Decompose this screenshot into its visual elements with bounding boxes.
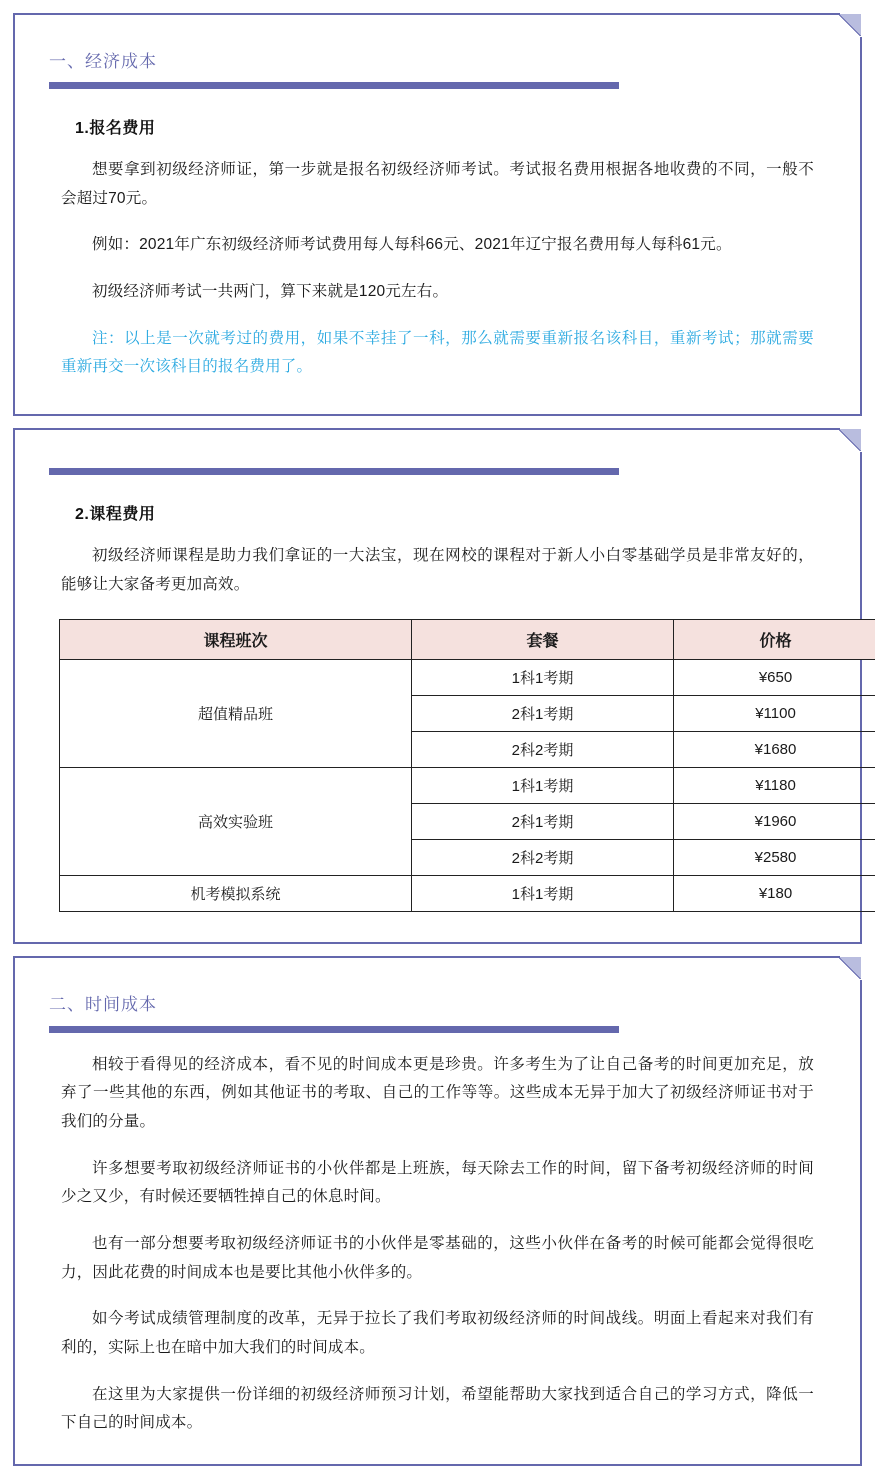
paragraph: 初级经济师课程是助力我们拿证的一大法宝，现在网校的课程对于新人小白零基础学员是非常友好的，能够让大家备考更加高效。 <box>61 542 814 599</box>
cell-price: ¥1100 <box>674 696 875 732</box>
section-rule <box>49 82 619 89</box>
card-course-cost <box>13 428 862 944</box>
table-body <box>60 660 875 912</box>
table-row <box>60 660 875 696</box>
paragraph: 也有一部分想要考取初级经济师证书的小伙伴是零基础的，这些小伙伴在备考的时候可能都会觉得很吃力，因此花费的时间成本也是要比其他小伙伴多的。 <box>61 1230 814 1287</box>
cell-price: ¥1180 <box>674 768 875 804</box>
cell-class-name: 超值精品班 <box>60 660 412 768</box>
paragraph: 如今考试成绩管理制度的改革，无异于拉长了我们考取初级经济师的时间战线。明面上看起来对我们有利的，实际上也在暗中加大我们的时间成本。 <box>61 1305 814 1362</box>
cell-price: ¥1960 <box>674 804 875 840</box>
section-title: 二、时间成本 <box>49 994 838 1016</box>
card-economic-cost <box>13 13 862 416</box>
course-price-table <box>59 619 875 912</box>
cell-package: 2科2考期 <box>412 840 674 876</box>
cell-class-name: 高效实验班 <box>60 768 412 876</box>
cell-package: 2科2考期 <box>412 732 674 768</box>
card-body <box>15 958 860 1463</box>
corner-edge <box>838 428 840 430</box>
paragraph: 例如：2021年广东初级经济师考试费用每人每科66元、2021年辽宁报名费用每人每科61元。 <box>61 231 814 260</box>
sub-heading-course-fee: 2.课程费用 <box>75 501 838 524</box>
cell-package: 2科1考期 <box>412 696 674 732</box>
section-rule <box>49 1026 619 1033</box>
column-header-package: 套餐 <box>412 620 674 660</box>
table-head <box>60 620 875 660</box>
cell-class-name: 机考模拟系统 <box>60 876 412 912</box>
column-header-class: 课程班次 <box>60 620 412 660</box>
card-body <box>15 430 860 942</box>
sub-heading-registration-fee: 1.报名费用 <box>75 115 838 138</box>
table-header-row <box>60 620 875 660</box>
spacer <box>37 382 838 388</box>
cell-package: 1科1考期 <box>412 876 674 912</box>
paragraph: 在这里为大家提供一份详细的初级经济师预习计划，希望能帮助大家找到适合自己的学习方式，降低一下自己的时间成本。 <box>61 1381 814 1438</box>
section-title: 一、经济成本 <box>49 51 838 73</box>
cell-price: ¥650 <box>674 660 875 696</box>
section-heading-time-cost <box>49 994 838 1016</box>
table-row <box>60 768 875 804</box>
corner-edge <box>838 956 840 958</box>
card-time-cost <box>13 956 862 1465</box>
paragraph: 初级经济师考试一共两门，算下来就是120元左右。 <box>61 278 814 307</box>
cell-package: 1科1考期 <box>412 660 674 696</box>
corner-edge <box>838 13 840 15</box>
cell-package: 1科1考期 <box>412 768 674 804</box>
paragraph-note: 注：以上是一次就考过的费用，如果不幸挂了一科，那么就需要重新报名该科目，重新考试；那就需要重新再交一次该科目的报名费用了。 <box>61 325 814 382</box>
paragraph: 相较于看得见的经济成本，看不见的时间成本更是珍贵。许多考生为了让自己备考的时间更加充足，放弃了一些其他的东西，例如其他证书的考取、自己的工作等等。这些成本无异于加大了初级经济师证书对于我们的分量。 <box>61 1051 814 1137</box>
table-row <box>60 876 875 912</box>
cell-price: ¥180 <box>674 876 875 912</box>
cell-price: ¥2580 <box>674 840 875 876</box>
column-header-price: 价格 <box>674 620 875 660</box>
paragraph: 许多想要考取初级经济师证书的小伙伴都是上班族，每天除去工作的时间，留下备考初级经济师的时间少之又少，有时候还要牺牲掉自己的休息时间。 <box>61 1155 814 1212</box>
cell-package: 2科1考期 <box>412 804 674 840</box>
cell-price: ¥1680 <box>674 732 875 768</box>
section-heading-economic-cost <box>49 51 838 73</box>
card-body <box>15 15 860 414</box>
paragraph: 想要拿到初级经济师证，第一步就是报名初级经济师考试。考试报名费用根据各地收费的不同，一般不会超过70元。 <box>61 156 814 213</box>
section-rule <box>49 468 619 475</box>
